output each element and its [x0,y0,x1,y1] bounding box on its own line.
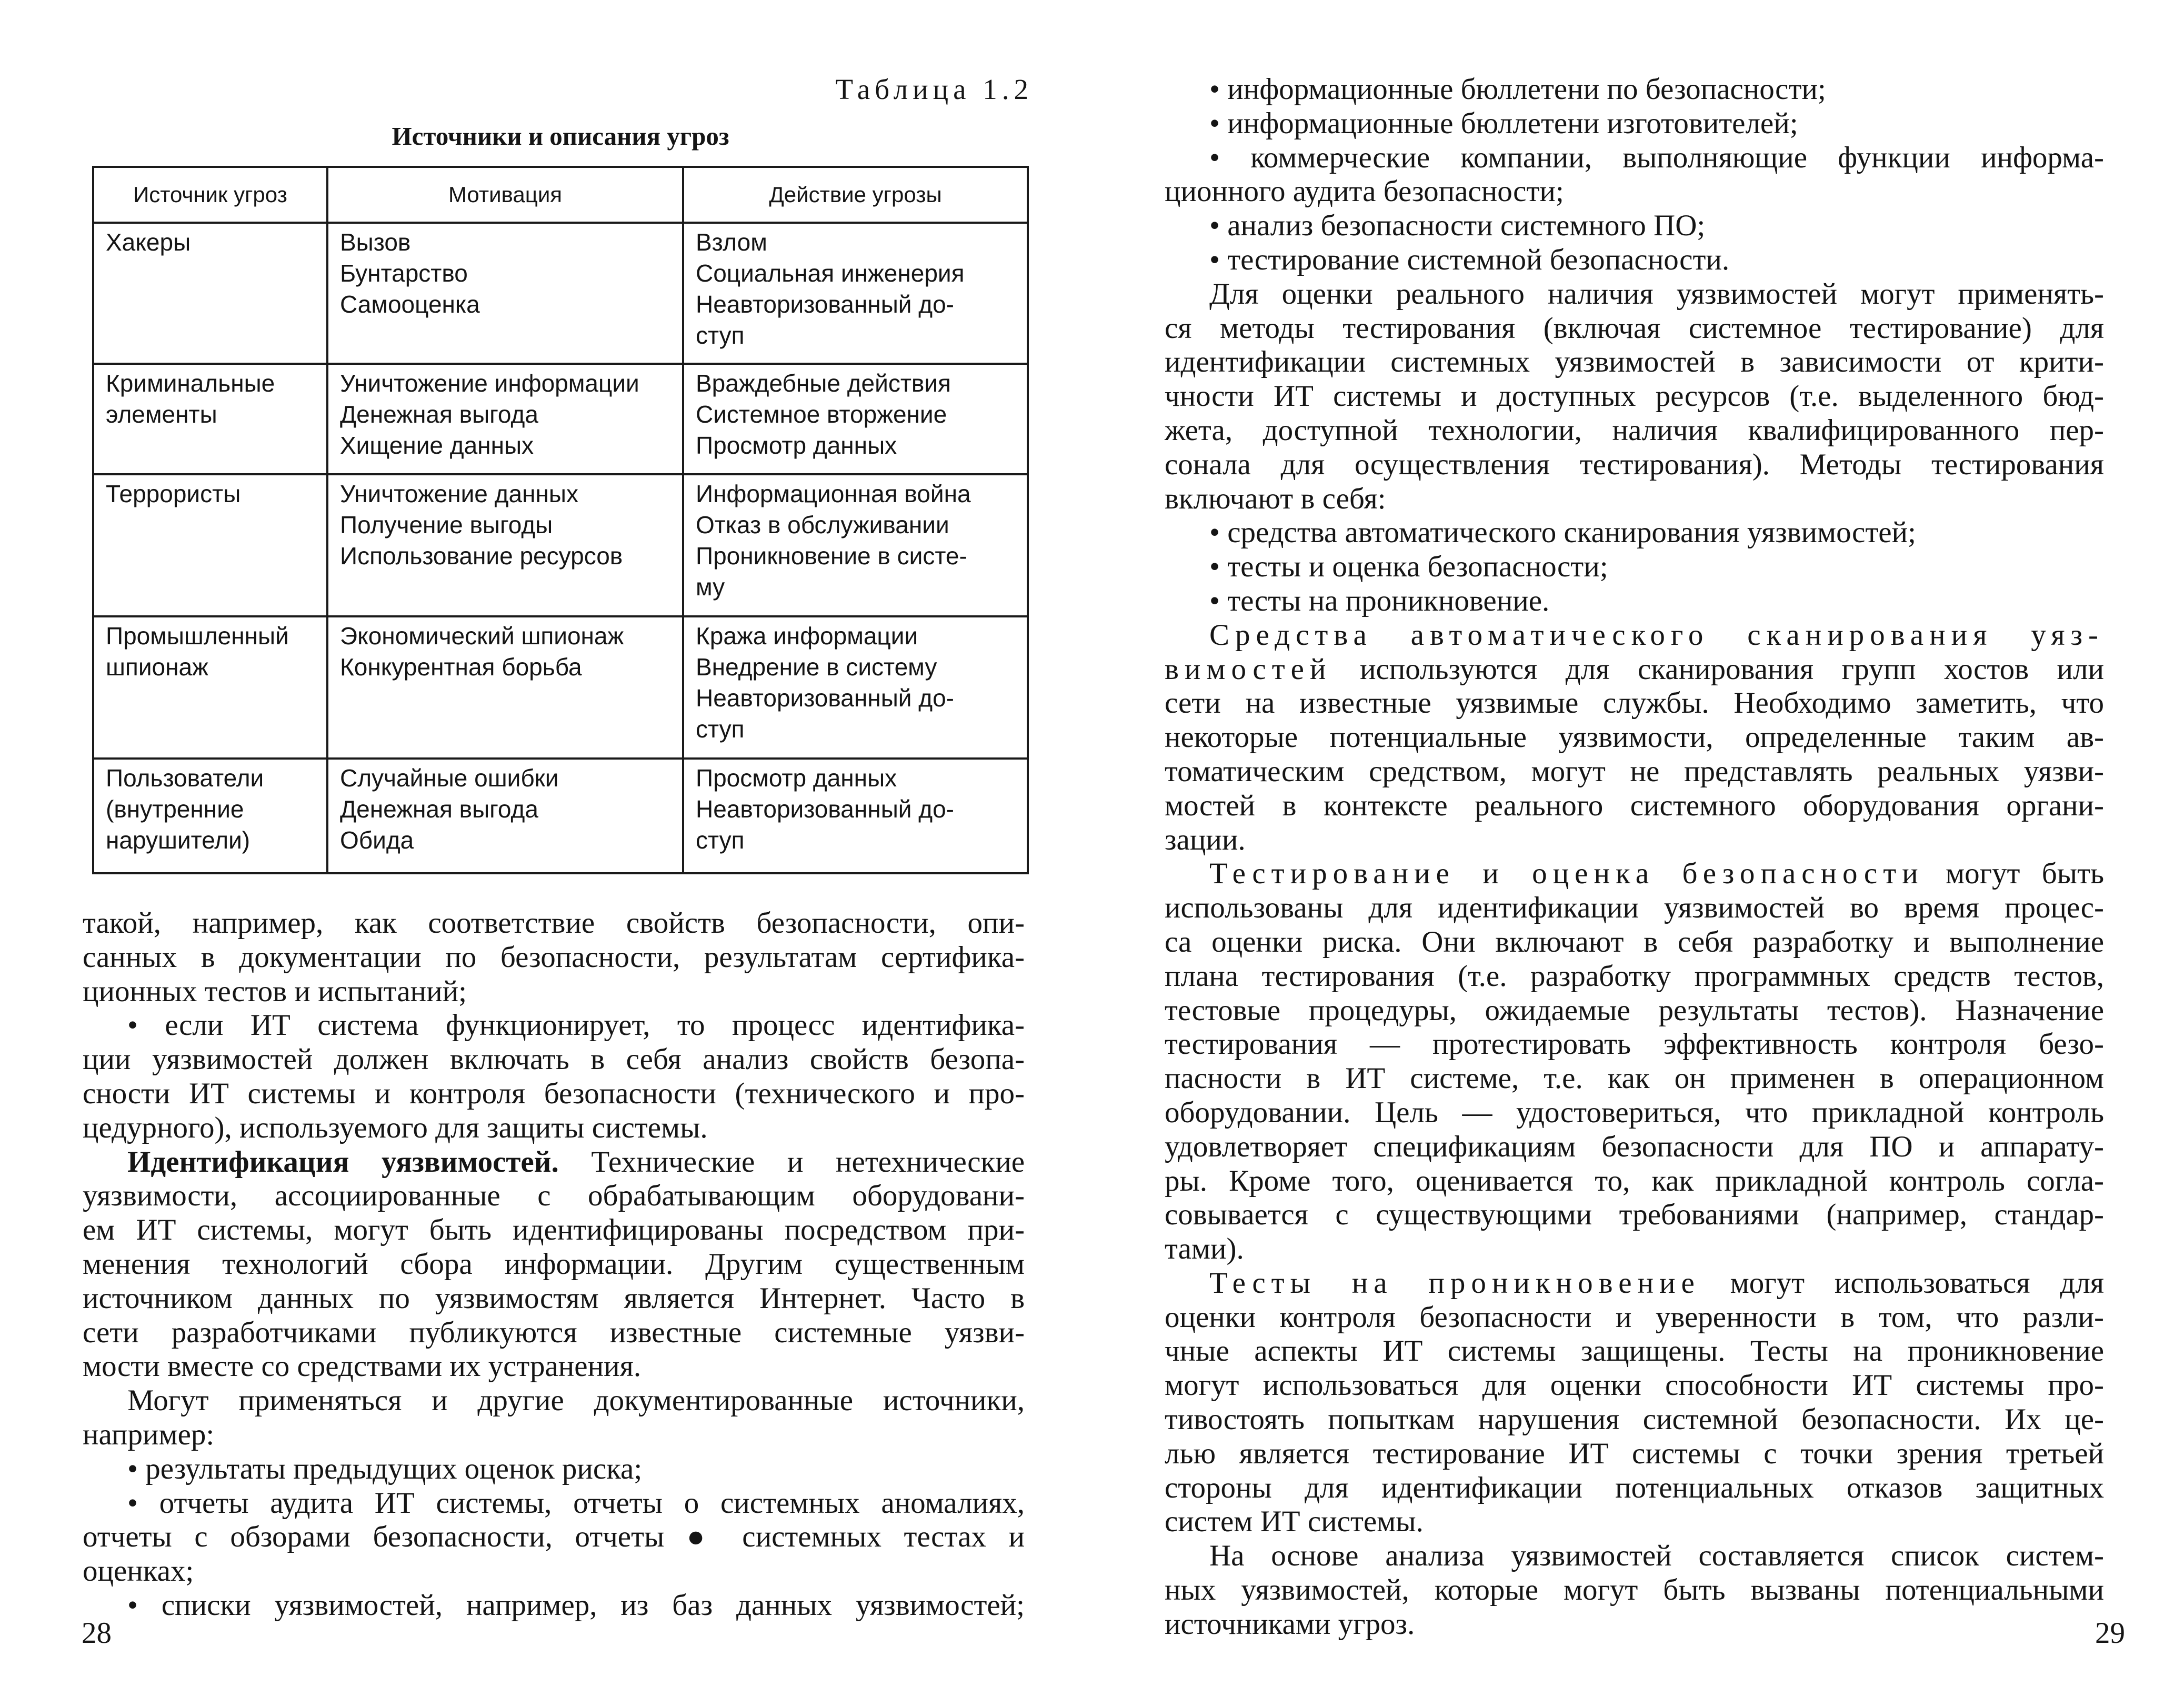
header-motivation: Мотивация [327,167,683,223]
table-header-row [93,167,1028,223]
test-line [1165,857,2104,891]
text-line: са оценки риска. Они включают в себя разработку и выполнение [1165,925,2104,959]
text-line: удовлетворяет спецификациям безопасности для ПО и аппарату- [1165,1130,2104,1163]
text-line: такой, например, как соответствие свойств безопасности, опи- [83,906,1025,940]
bullet-line: • результаты предыдущих оценок риска; [127,1452,643,1485]
cell-line: Социальная инженерия [696,260,965,287]
threats-table [92,166,1029,874]
text-line: ры. Кроме того, оценивается то, как прикладной контроль согла- [1165,1164,2104,1198]
scan-line [1165,653,2104,687]
bullet-line: • тестирование системной безопасности. [1209,243,1730,276]
cell-line: Взлом [696,228,767,256]
text-line: Могут применяться и другие документированные источники, [127,1384,1025,1418]
bullet-line: • коммерческие компании, выполняющие функции информа- [1209,141,2104,174]
text-line: ных уязвимостей, которые могут быть вызваны потенциальными [1165,1573,2104,1607]
table-title: Источники и описания угроз [392,122,729,151]
table-cell-action [683,616,1028,759]
text-line: могут использоваться для оценки способности ИТ системы про- [1165,1369,2104,1402]
text-span: могут использоваться для [1700,1266,2104,1300]
cell-line: ступ [696,826,745,854]
text-line: ем ИТ системы, могут быть идентифицированы посредством при- [83,1213,1025,1247]
text-line: ционного аудита безопасности; [1165,175,1564,208]
bullet-line: • средства автоматического сканирования уязвимостей; [1209,516,1916,550]
cell-line: Криминальные [106,370,275,397]
text-line: источниками угроз. [1165,1607,1415,1641]
text-line: лью является тестирование ИТ системы с точки зрения третьей [1165,1436,2104,1470]
table-row [93,223,1028,364]
text-line: сности ИТ системы и контроля безопасности (технического и про- [83,1076,1025,1110]
page-number: 29 [2095,1617,2125,1650]
table-cell-action [683,223,1028,364]
right-body-text [1165,73,2104,1642]
cell-line: Хакеры [106,228,191,256]
text-line: включают в себя: [1165,482,1386,515]
cell-line: Экономический шпионаж [340,622,624,650]
text-line: жета, доступной технологии, наличия квалифицированного пер- [1165,413,2104,447]
text-line: чные аспекты ИТ системы защищены. Тесты на проникновение [1165,1334,2104,1368]
table-cell-motivation [327,616,683,759]
text-line: систем ИТ системы. [1165,1505,1424,1539]
term-line: Средства автоматического сканирования уяз- [1209,618,2104,652]
table-cell-source [93,223,327,364]
text-line: чности ИТ системы и доступных ресурсов (т.е. выделенного бюд- [1165,380,2104,413]
bullet-line: • информационные бюллетени по безопасности; [1209,73,1826,106]
term-span: Тесты на проникновение [1209,1266,1700,1300]
table-cell-source [93,759,327,873]
cell-line: Бунтарство [340,260,468,287]
text-line: санных в документации по безопасности, результатам сертифика- [83,940,1025,974]
cell-line: Неавторизованный до- [696,684,954,712]
cell-line: Самооценка [340,291,480,318]
ident-first-line [83,1145,1025,1180]
table-row [93,364,1028,474]
table-cell-source [93,616,327,759]
bullet-line: • информационные бюллетени изготовителей; [1209,106,1798,140]
text-span: могут быть [1923,857,2105,891]
cell-line: му [696,573,725,601]
cell-line: Денежная выгода [340,795,538,823]
text-line: сонала для осуществления тестирования). Методы тестирования [1165,447,2104,481]
term-span: Тестирование и оценка безопасности [1209,857,1924,891]
text-line: тами). [1165,1232,1244,1266]
bullet-line: • если ИТ система функционирует, то процесс идентифика- [127,1009,1025,1042]
term-span: вимостей [1165,652,1332,686]
text-line: цедурного), используемого для защиты системы. [83,1111,708,1144]
text-line: идентификации системных уязвимостей в зависимости от крити- [1165,345,2104,379]
text-line: ции уязвимостей должен включать в себя анализ свойств безопа- [83,1043,1025,1076]
text-line: совывается с существующими требованиями (например, стандар- [1165,1198,2104,1232]
text-span: используются для сканирования групп хостов или [1331,652,2104,686]
text-line: оборудовании. Цель — удостовериться, что прикладной контроль [1165,1095,2104,1129]
text-line: томатическим средством, могут не представлять реальных уязви- [1165,754,2104,788]
table-caption: Таблица 1.2 [835,73,1033,105]
text-line: тестовые процедуры, ожидаемые результаты тестов). Назначение [1165,993,2104,1027]
text-line: пасности в ИТ системе, т.е. как он применен в операционном [1165,1062,2104,1095]
cell-line: ступ [696,715,745,743]
text-line: Для оценки реального наличия уязвимостей могут применять- [1209,277,2104,311]
cell-line: Кража информации [696,622,918,650]
text-line: тивостоять попыткам нарушения системной безопасности. Их це- [1165,1403,2104,1436]
cell-line: ступ [696,322,745,349]
right-page [1092,0,2184,1696]
cell-line: Хищение данных [340,432,534,459]
table-row [93,474,1028,616]
table-cell-motivation [327,474,683,616]
text-span: Технические и нетехнические [558,1145,1025,1179]
left-body-text [83,906,1025,1623]
text-line: менения технологий сбора информации. Другим существенным [83,1247,1025,1281]
table-cell-action [683,759,1028,873]
cell-line: нарушители) [106,826,251,854]
table-cell-motivation [327,223,683,364]
table-cell-motivation [327,759,683,873]
text-line: уязвимости, ассоциированные с обрабатывающим оборудовани- [83,1179,1025,1213]
cell-line: Информационная война [696,480,971,507]
text-line: ционных тестов и испытаний; [83,974,467,1008]
bullet-line: • отчеты аудита ИТ системы, отчеты о системных аномалиях, [127,1486,1025,1520]
cell-line: Промышленный [106,622,289,650]
table-row [93,616,1028,759]
cell-line: Внедрение в систему [696,653,937,681]
cell-line: Случайные ошибки [340,764,559,792]
text-line: зации. [1165,823,1246,856]
text-line: плана тестирования (т.е. разработку программных средств тестов, [1165,959,2104,993]
cell-line: Неавторизованный до- [696,795,954,823]
table-row [93,759,1028,873]
cell-line: Просмотр данных [696,432,897,459]
cell-line: Системное вторжение [696,401,947,428]
table-cell-action [683,364,1028,474]
text-line: тестирования — протестировать эффективность контроля безо- [1165,1027,2104,1061]
cell-line: Получение выгоды [340,511,553,538]
cell-line: Обида [340,826,414,854]
cell-line: Уничтожение данных [340,480,578,507]
cell-line: Вызов [340,228,411,256]
cell-line: Конкурентная борьба [340,653,582,681]
text-line: стороны для идентификации потенциальных отказов защитных [1165,1471,2104,1504]
cell-line: Использование ресурсов [340,542,623,570]
table-cell-source [93,474,327,616]
text-line: ся методы тестирования (включая системное тестирование) для [1165,311,2104,345]
cell-line: Террористы [106,480,241,507]
bullet-line: • списки уязвимостей, например, из баз данных уязвимостей; [127,1588,1025,1622]
bullet-line: • анализ безопасности системного ПО; [1209,209,1706,243]
cell-line: Уничтожение информации [340,370,639,397]
cell-line: шпионаж [106,653,208,681]
cell-line: Неавторизованный до- [696,291,954,318]
text-line: оценках; [83,1554,194,1588]
table-cell-source [93,364,327,474]
text-line: мости вместе со средствами их устранения. [83,1350,642,1383]
text-line: оценки контроля безопасности и уверенности в том, что разли- [1165,1300,2104,1334]
text-line: некоторые потенциальные уязвимости, определенные таким ав- [1165,721,2104,754]
text-line: мостей в контексте реального системного оборудования органи- [1165,789,2104,822]
text-line: сети на известные уязвимые службы. Необходимо заметить, что [1165,686,2104,720]
text-line: использованы для идентификации уязвимостей во время процес- [1165,891,2104,925]
text-line: сети разработчиками публикуются известные системные уязви- [83,1315,1025,1349]
cell-line: Просмотр данных [696,764,897,792]
bullet-line: • тесты на проникновение. [1209,584,1550,617]
cell-line: (внутренние [106,795,244,823]
cell-line: Проникновение в систе- [696,542,967,570]
cell-line: элементы [106,401,217,428]
cell-line: Денежная выгода [340,401,538,428]
text-line: например: [83,1418,215,1451]
pen-line [1165,1266,2104,1301]
cell-line: Пользователи [106,764,264,792]
section-heading: Идентификация уязвимостей. [127,1145,559,1179]
header-action: Действие угрозы [683,167,1028,223]
text-line: На основе анализа уязвимостей составляется список систем- [1209,1539,2104,1573]
text-line: источником данных по уязвимостям является Интернет. Часто в [83,1281,1025,1315]
header-source: Источник угроз [93,167,327,223]
cell-line: Отказ в обслуживании [696,511,949,538]
cell-line: Враждебные действия [696,370,951,397]
bullet-line: • тесты и оценка безопасности; [1209,550,1608,584]
text-line: отчеты с обзорами безопасности, отчеты ● системных тестах и [83,1520,1025,1554]
page-number: 28 [82,1617,112,1650]
table-cell-motivation [327,364,683,474]
table-cell-action [683,474,1028,616]
